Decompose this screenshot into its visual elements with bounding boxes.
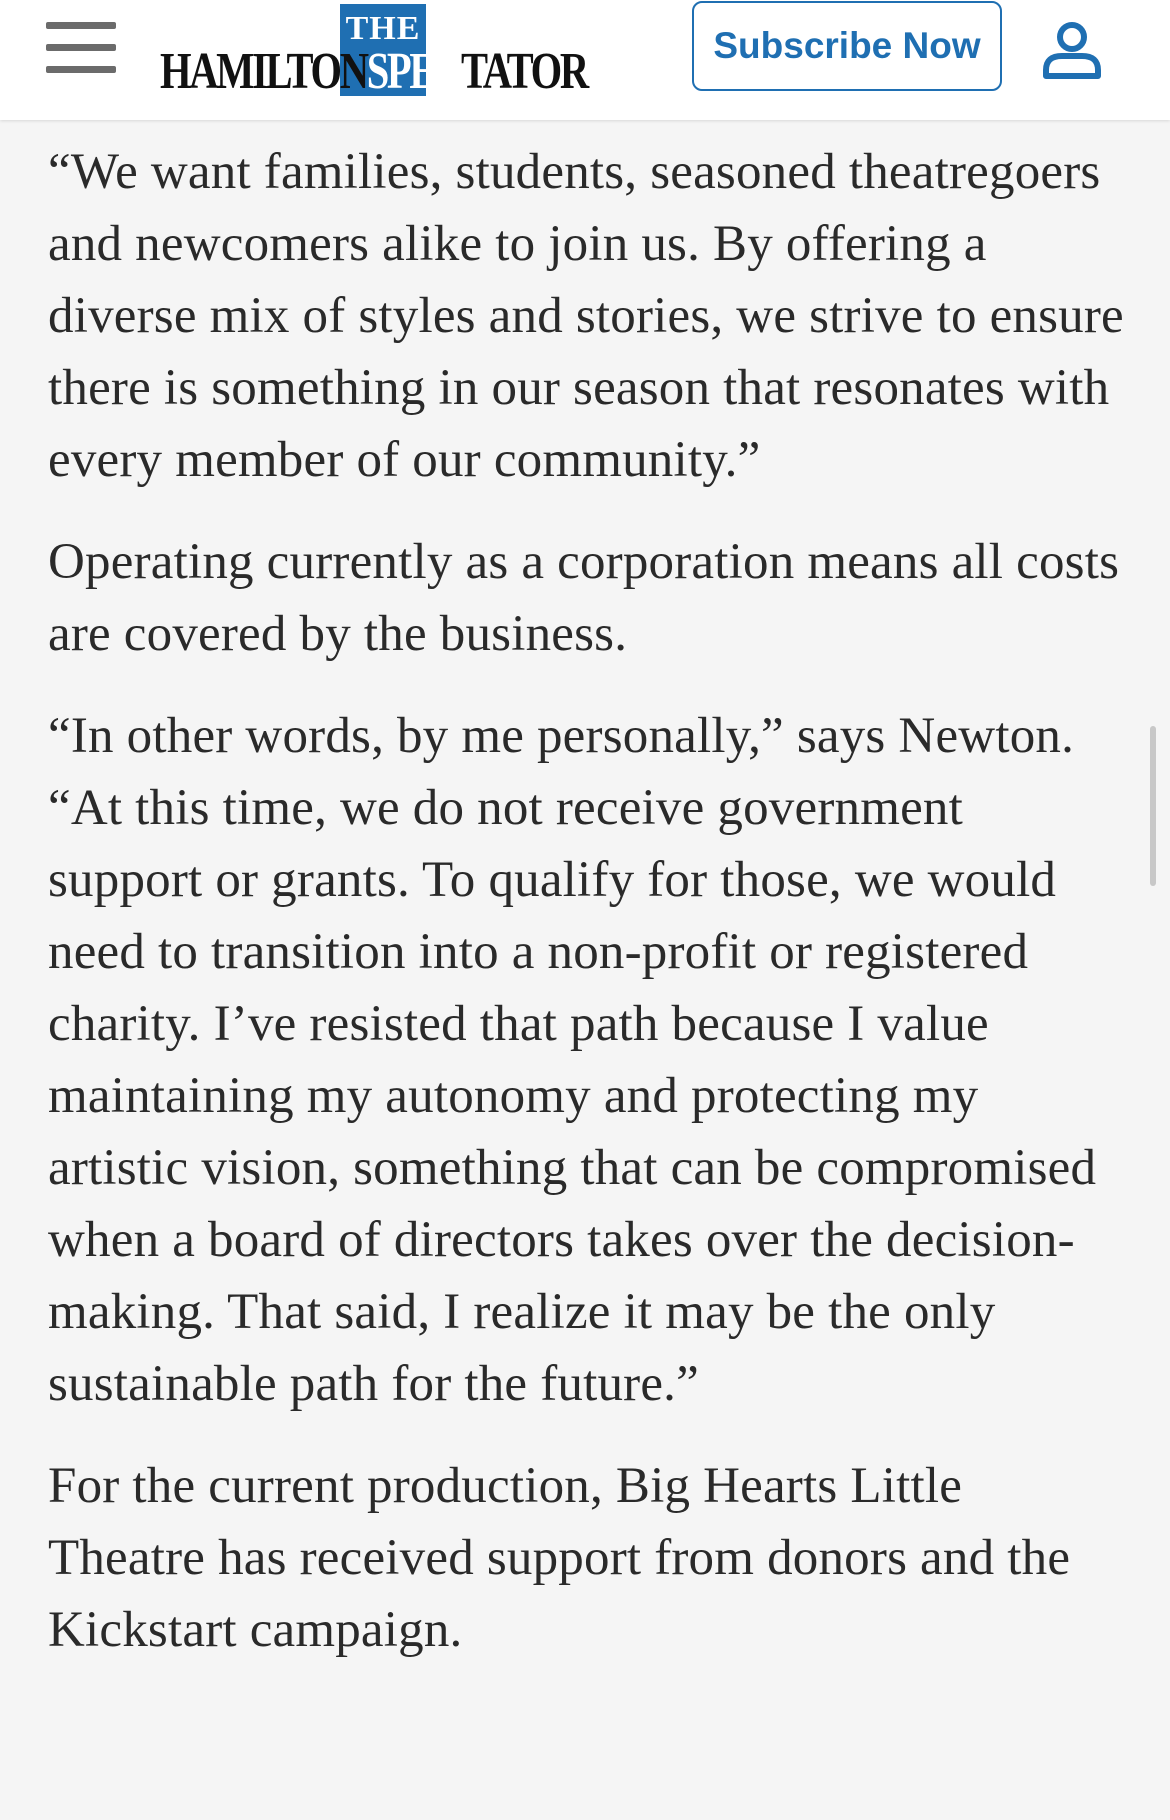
menu-line (46, 66, 116, 73)
user-account-icon-svg (1040, 18, 1104, 82)
logo-name-spec: SPEC (366, 43, 462, 100)
menu-line (46, 22, 116, 29)
logo-the: THE (340, 4, 426, 54)
article-paragraph: “We want families, students, seasoned theatregoers and newcomers alike to join us. By offering a diverse mix of styles and stories, we strive to ensure there is something in our season that resonates with every member of our community.” (48, 144, 1124, 488)
subscribe-button[interactable]: Subscribe Now (692, 1, 1002, 91)
menu-line (46, 44, 116, 51)
logo-name-part2: TATOR (461, 43, 587, 100)
article-paragraph: For the current production, Big Hearts Little Theatre has received support from donors and the Kickstart campaign. (48, 1458, 1071, 1658)
hamilton-spectator-logo[interactable] (160, 4, 587, 100)
logo-name-part1: HAMILTON (160, 43, 367, 100)
scrollbar-thumb[interactable] (1150, 726, 1156, 886)
top-navigation-bar (0, 0, 1170, 120)
article-paragraph: Operating currently as a corporation means all costs are covered by the business. (48, 534, 1120, 662)
user-account-icon[interactable] (1040, 18, 1104, 82)
hamburger-menu-icon[interactable] (42, 20, 120, 76)
article-body (48, 136, 1128, 1694)
logo-wordmark (160, 44, 587, 100)
article-paragraph: “In other words, by me personally,” says Newton. “At this time, we do not receive government support or grants. To qualify for those, we would need to transition into a non-profit or registered charity. I’ve resisted that path because I value maintaining my autonomy and protecting my artistic vision, something that can be compromised when a board of directors takes over the decision-making. That said, I realize it may be the only sustainable path for the future.” (48, 708, 1097, 1412)
